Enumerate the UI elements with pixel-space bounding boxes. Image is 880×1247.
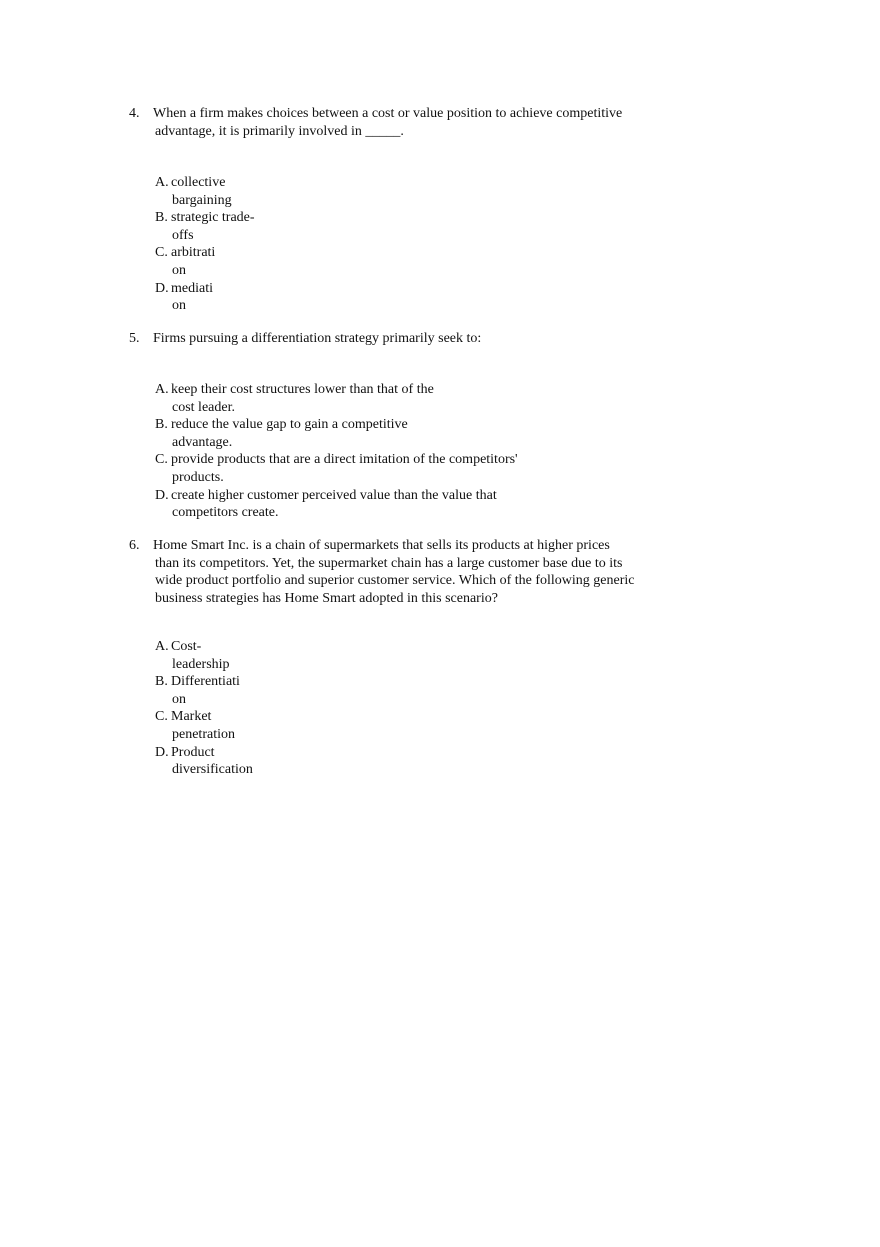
option-text-line: offs bbox=[172, 227, 194, 243]
question-5-stem bbox=[129, 330, 481, 348]
option-text-line: competitors create. bbox=[172, 505, 279, 521]
question-text-line: Home Smart Inc. is a chain of supermarkets that sells its products at higher prices bbox=[153, 538, 610, 553]
question-text-line: Firms pursuing a differentiation strategy primarily seek to: bbox=[153, 331, 482, 346]
option-text-line: Market bbox=[171, 709, 212, 725]
option-text bbox=[171, 244, 215, 279]
option-a[interactable] bbox=[155, 638, 253, 673]
option-text-line: bargaining bbox=[172, 192, 232, 208]
option-text-line: mediati bbox=[171, 280, 213, 296]
option-text bbox=[171, 708, 235, 743]
option-text-line: products. bbox=[172, 469, 224, 485]
option-text bbox=[171, 487, 497, 522]
option-c[interactable] bbox=[155, 244, 255, 279]
question-text-line: wide product portfolio and superior customer service. Which of the following generic bbox=[155, 573, 635, 589]
option-letter: C. bbox=[155, 709, 168, 725]
option-c[interactable] bbox=[155, 708, 253, 743]
option-text bbox=[171, 451, 518, 486]
question-text bbox=[153, 105, 622, 140]
option-text-line: strategic trade- bbox=[171, 210, 255, 226]
question-6-stem bbox=[129, 537, 635, 607]
option-text-line: on bbox=[172, 262, 186, 278]
option-a[interactable] bbox=[155, 381, 518, 416]
option-text-line: on bbox=[172, 691, 186, 707]
option-letter: C. bbox=[155, 245, 168, 261]
option-letter: A. bbox=[155, 175, 169, 190]
option-letter: C. bbox=[155, 452, 168, 468]
option-b[interactable] bbox=[155, 209, 255, 244]
option-text bbox=[171, 209, 255, 244]
question-text-line: When a firm makes choices between a cost or value position to achieve competitive bbox=[153, 106, 623, 121]
option-letter: B. bbox=[155, 210, 168, 226]
question-6 bbox=[129, 537, 635, 607]
question-5 bbox=[129, 330, 481, 348]
option-text-line: reduce the value gap to gain a competitive bbox=[171, 417, 408, 433]
option-text-line: arbitrati bbox=[171, 245, 216, 261]
option-b[interactable] bbox=[155, 673, 253, 708]
option-b[interactable] bbox=[155, 416, 518, 451]
question-number: 5. bbox=[129, 331, 140, 346]
option-letter: D. bbox=[155, 744, 169, 760]
question-number: 4. bbox=[129, 106, 140, 121]
option-a[interactable] bbox=[155, 174, 255, 209]
option-text-line: Differentiati bbox=[171, 674, 240, 690]
option-letter: A. bbox=[155, 382, 169, 397]
question-text-line: business strategies has Home Smart adopted in this scenario? bbox=[155, 590, 498, 606]
option-letter: B. bbox=[155, 417, 168, 433]
question-4 bbox=[129, 105, 622, 140]
question-text bbox=[153, 537, 635, 607]
option-d[interactable] bbox=[155, 744, 253, 779]
option-c[interactable] bbox=[155, 451, 518, 486]
option-text bbox=[171, 416, 408, 451]
option-text-line: advantage. bbox=[172, 434, 233, 450]
question-text bbox=[153, 330, 481, 348]
option-text-line: on bbox=[172, 298, 186, 314]
option-letter: D. bbox=[155, 487, 169, 503]
option-letter: A. bbox=[155, 639, 169, 654]
option-text-line: provide products that are a direct imitation of the competitors' bbox=[171, 452, 518, 468]
option-text bbox=[171, 638, 230, 673]
option-text-line: penetration bbox=[172, 726, 235, 742]
option-text-line: cost leader. bbox=[172, 399, 235, 415]
option-text bbox=[171, 744, 253, 779]
option-text-line: collective bbox=[171, 175, 226, 190]
question-number: 6. bbox=[129, 538, 140, 553]
question-4-options bbox=[155, 174, 255, 315]
option-text-line: Cost- bbox=[171, 639, 202, 654]
option-text-line: create higher customer perceived value than the value that bbox=[171, 487, 497, 503]
question-5-options bbox=[155, 381, 518, 522]
question-6-options bbox=[155, 638, 253, 779]
option-letter: B. bbox=[155, 674, 168, 690]
option-text-line: keep their cost structures lower than that of the bbox=[171, 382, 434, 397]
option-text bbox=[171, 280, 213, 315]
option-text-line: leadership bbox=[172, 656, 230, 672]
option-text bbox=[171, 673, 240, 708]
question-4-stem bbox=[129, 105, 622, 140]
question-text-line: than its competitors. Yet, the supermarket chain has a large customer base due to its bbox=[155, 555, 623, 571]
option-text-line: Product bbox=[171, 744, 215, 760]
option-d[interactable] bbox=[155, 487, 518, 522]
option-text-line: diversification bbox=[172, 762, 253, 778]
option-letter: D. bbox=[155, 280, 169, 296]
option-d[interactable] bbox=[155, 280, 255, 315]
option-text bbox=[171, 381, 434, 416]
option-text bbox=[171, 174, 232, 209]
question-text-line: advantage, it is primarily involved in _____. bbox=[155, 123, 404, 139]
